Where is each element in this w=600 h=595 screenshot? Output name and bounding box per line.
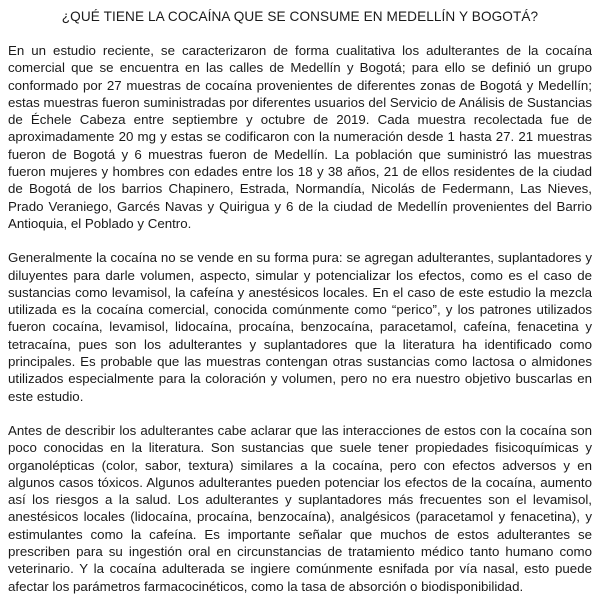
paragraph-cocaine-adulterants: Generalmente la cocaína no se vende en su forma pura: se agregan adulterantes, suplantadores y diluyentes para darle volumen, aspecto, simular y potencializar los efectos, como es el caso de sustancias como levamisol, la cafeína y anestésicos locales. En el caso de este estudio la mezcla utilizada es la cocaína comercial, conocida comúnmente como “perico”, y los patrones utilizados fueron cocaína, levamisol, lidocaína, procaína, benzocaína, paracetamol, cafeína, fenacetina y tetracaína, pues son los adulterantes y suplantadores que la literatura ha identificado como principales. Es probable que las muestras contengan otras sustancias como lactosa o almidones utilizados especialmente para la coloración y volumen, pero no era nuestro objetivo buscarlas en este estudio. — [8, 250, 592, 404]
document-title: ¿QUÉ TIENE LA COCAÍNA QUE SE CONSUME EN MEDELLÍN Y BOGOTÁ? — [61, 9, 539, 24]
paragraph-adulterant-effects: Antes de describir los adulterantes cabe aclarar que las interacciones de estos con la cocaína son poco conocidas en la literatura. Son sustancias que suele tener propiedades fisicoquímicas y organolépticas (color, sabor, textura) similares a la cocaína, pero con efectos adversos y en algunos casos tóxicos. Algunos adulterantes pueden potenciar los efectos de la cocaína, aumento así los riesgos a la salud. Los adulterantes y suplantadores más frecuentes son el levamisol, anestésicos locales (lidocaína, procaína, benzocaína), analgésicos (paracetamol y fenacetina), y estimulantes como la cafeína. Es importante señalar que muchos de estos adulterantes se prescriben para su ingestión oral en circunstancias de tratamiento médico tanto humano como veterinario. Y la cocaína adulterada se ingiere comúnmente esnifada por vía nasal, esto puede afectar los parámetros farmacocinéticos, como la tasa de absorción o biodisponibilidad. — [8, 422, 592, 594]
paragraph-study-description: En un estudio reciente, se caracterizaron de forma cualitativa los adulterantes de la cocaína comercial que se encuentra en las calles de Medellín y Bogotá; para ello se definió un grupo conformado por 27 muestras de cocaína provenientes de diferentes zonas de Bogotá y Medellín; estas muestras fueron suministradas por diferentes usuarios del Servicio de Análisis de Sustancias de Échele Cabeza entre septiembre y octubre de 2019. Cada muestra recolectada fue de aproximadamente 20 mg y estas se codificaron con la numeración desde 1 hasta 27. 21 muestras fueron de Bogotá y 6 muestras fueron de Medellín. La población que suministró las muestras fueron mujeres y hombres con edades entre los 18 y 38 años, 21 de ellos residentes de la ciudad de Bogotá de los barrios Chapinero, Estrada, Normandía, Nicolás de Federmann, Las Nieves, Prado Veraniego, Garcés Navas y Quirigua y 6 de la ciudad de Medellín provenientes del Barrio Antioquia, el Poblado y Centro. — [8, 43, 592, 231]
